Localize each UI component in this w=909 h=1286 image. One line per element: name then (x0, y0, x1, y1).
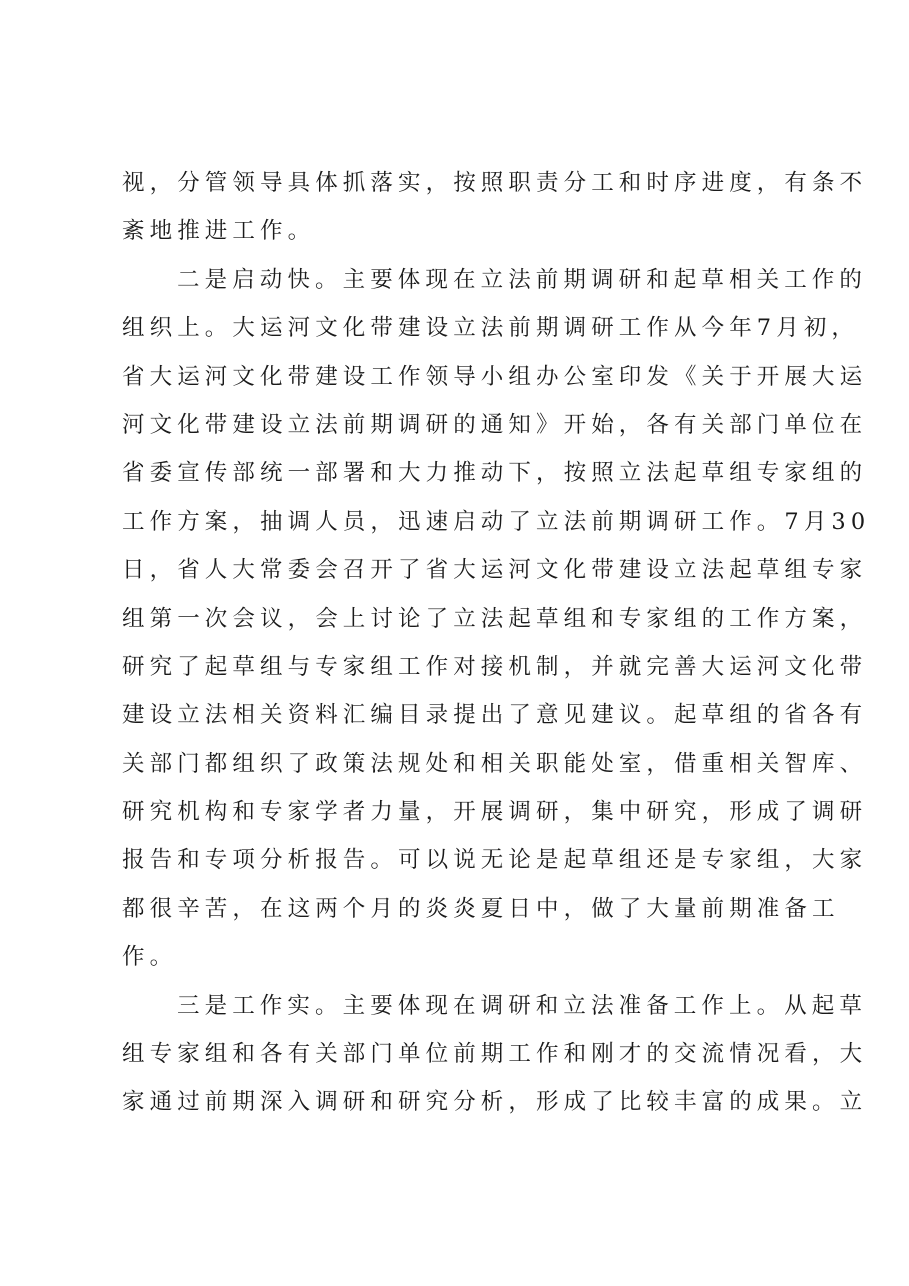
text-line: 省委宣传部统一部署和大力推动下，按照立法起草组专家组的 (122, 460, 868, 487)
text-line: 研究了起草组与专家组工作对接机制，并就完善大运河文化带 (122, 653, 868, 680)
text-line: 紊地推进工作。 (122, 218, 316, 245)
paragraph-start-line: 三是工作实。主要体现在调研和立法准备工作上。从起草 (177, 992, 868, 1019)
text-line: 家通过前期深入调研和研究分析，形成了比较丰富的成果。立 (122, 1089, 868, 1116)
text-line: 建设立法相关资料汇编目录提出了意见建议。起草组的省各有 (122, 702, 868, 729)
text-line: 关部门都组织了政策法规处和相关职能处室，借重相关智库、 (122, 750, 868, 777)
document-body (122, 159, 871, 1127)
text-line: 报告和专项分析报告。可以说无论是起草组还是专家组，大家 (122, 847, 868, 874)
paragraph-start-line: 二是启动快。主要体现在立法前期调研和起草相关工作的 (177, 266, 868, 293)
text-line: 日，省人大常委会召开了省大运河文化带建设立法起草组专家 (122, 557, 868, 584)
text-line: 省大运河文化带建设工作领导小组办公室印发《关于开展大运 (122, 363, 868, 390)
text-line: 河文化带建设立法前期调研的通知》开始，各有关部门单位在 (122, 411, 868, 438)
text-line: 组第一次会议，会上讨论了立法起草组和专家组的工作方案， (122, 605, 868, 632)
text-line: 视，分管领导具体抓落实，按照职责分工和时序进度，有条不 (122, 170, 868, 196)
text-line: 作。 (122, 944, 178, 971)
text-line: 都很辛苦，在这两个月的炎炎夏日中，做了大量前期准备工 (122, 895, 840, 922)
text-line: 工作方案，抽调人员，迅速启动了立法前期调研工作。7月30 (122, 508, 871, 535)
text-line: 组织上。大运河文化带建设立法前期调研工作从今年7月初， (122, 315, 860, 342)
text-line: 组专家组和各有关部门单位前期工作和刚才的交流情况看，大 (122, 1041, 868, 1068)
text-line: 研究机构和专家学者力量，开展调研，集中研究，形成了调研 (122, 799, 868, 826)
